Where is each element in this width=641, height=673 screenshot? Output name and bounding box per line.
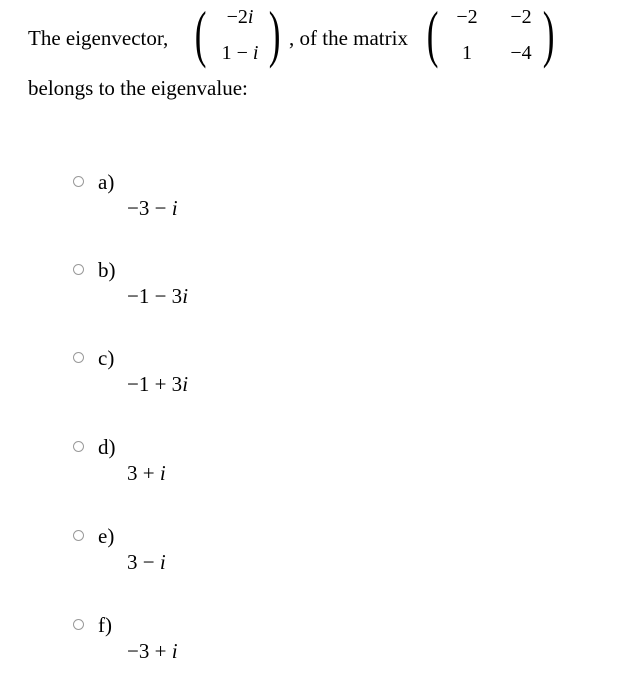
option-a-value: −3 − i: [127, 196, 178, 220]
option-d-label: d): [98, 435, 116, 459]
matrix-left-paren: (: [426, 0, 439, 69]
matrix-entry-22: −4: [510, 42, 532, 64]
option-f-label: f): [98, 613, 112, 637]
vector-right-paren: ): [268, 0, 281, 69]
option-e-radio[interactable]: [73, 530, 84, 541]
option-d-radio[interactable]: [73, 441, 84, 452]
option-c-label: c): [98, 346, 115, 370]
vector-top-entry: −2i: [226, 6, 254, 28]
option-c-value: −1 + 3i: [127, 372, 189, 396]
matrix-entry-11: −2: [456, 6, 478, 28]
option-a-label: a): [98, 170, 115, 194]
matrix-right-paren: ): [542, 0, 555, 69]
option-b-value: −1 − 3i: [127, 284, 189, 308]
option-f-radio[interactable]: [73, 619, 84, 630]
question-middle: , of the matrix: [289, 26, 408, 50]
option-c-radio[interactable]: [73, 352, 84, 363]
option-f-value: −3 + i: [127, 639, 178, 663]
option-b-label: b): [98, 258, 116, 282]
option-a-radio[interactable]: [73, 176, 84, 187]
question-line2: belongs to the eigenvalue:: [28, 76, 248, 100]
vector-bottom-entry: 1 − i: [221, 42, 259, 64]
option-d-value: 3 + i: [127, 461, 166, 485]
option-e-value: 3 − i: [127, 550, 166, 574]
option-b-radio[interactable]: [73, 264, 84, 275]
vector-left-paren: (: [194, 0, 207, 69]
matrix-entry-21: 1: [462, 42, 472, 64]
question-prefix: The eigenvector,: [28, 26, 169, 50]
matrix-entry-12: −2: [510, 6, 532, 28]
option-e-label: e): [98, 524, 115, 548]
